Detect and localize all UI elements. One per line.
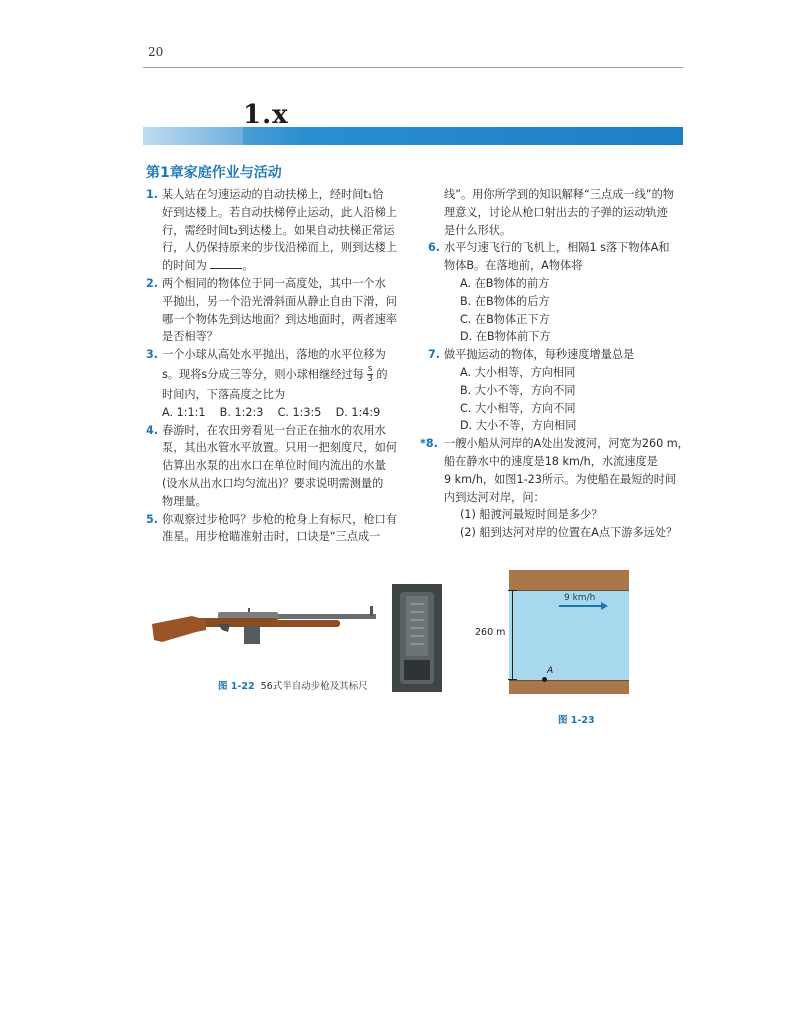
question-text: 的 <box>376 367 388 381</box>
dimension-tick <box>508 590 517 591</box>
question-line: 两个相同的物体位于同一高度处，其中一个水 <box>162 276 386 290</box>
rifle-sight-image <box>392 584 442 692</box>
question-line: 是什么形状。 <box>444 223 512 237</box>
question-number: 3. <box>146 348 159 362</box>
question-line: 泵，其出水管水平放置。只用一把刻度尺，如何 <box>162 441 397 455</box>
rifle-image <box>148 598 384 654</box>
question-text: 的时间为 <box>162 259 207 273</box>
figure-1-23 <box>475 570 631 700</box>
page-number: 20 <box>148 45 164 59</box>
header-rule <box>143 67 683 68</box>
flow-arrow-shaft <box>559 605 601 607</box>
question-line: 行，人仍保持原来的步伐沿梯而上，则到达楼上 <box>162 241 397 255</box>
fraction-numerator: s <box>367 364 373 375</box>
question-number: *8. <box>420 437 438 451</box>
question-number: 4. <box>146 423 159 437</box>
question-line: 好到达楼上。若自动扶梯停止运动，此人沿梯上 <box>162 205 397 219</box>
river-water <box>509 590 629 680</box>
fraction-denominator: 3 <box>367 374 373 385</box>
width-dimension-line <box>512 590 513 680</box>
question-7 <box>428 346 690 435</box>
sub-question: (2) 船到达河对岸的位置在A点下游多远处？ <box>460 526 678 540</box>
section-number: 1.x <box>243 100 289 130</box>
answer-options: A. 1:1:1 B. 1:2:3 C. 1:3:5 D. 1:4:9 <box>162 405 381 419</box>
option: B. 在B物体的后方 <box>460 294 550 308</box>
option: B. 大小不等，方向不同 <box>460 383 576 397</box>
question-line: 船在静水中的速度是18 km/h，水流速度是 <box>444 454 658 468</box>
question-line: 物体B。在落地前，A物体将 <box>444 259 583 273</box>
far-bank <box>509 570 629 590</box>
point-a-label: A <box>547 666 554 676</box>
question-number: 5. <box>146 512 159 526</box>
question-text: s。现将s分成三等分，则小球相继经过每 <box>162 367 364 381</box>
right-column <box>420 186 690 542</box>
question-line: 时间内，下落高度之比为 <box>162 387 286 401</box>
question-line <box>162 364 416 386</box>
near-shoreline <box>509 680 629 681</box>
figure-title: 56式半自动步枪及其标尺 <box>260 681 368 692</box>
left-column <box>146 186 416 546</box>
question-3 <box>146 346 416 421</box>
question-line: 准星。用步枪瞄准射击时，口诀是“三点成一 <box>162 530 381 544</box>
option: A. 大小相等，方向相同 <box>460 365 576 379</box>
question-line: 水平匀速飞行的飞机上，相隔1 s落下物体A和 <box>444 241 670 255</box>
question-line: 一艘小船从河岸的A处出发渡河，河宽为260 m， <box>444 437 689 451</box>
sub-question: (1) 船渡河最短时间是多少？ <box>460 508 603 522</box>
width-label: 260 m <box>475 627 506 638</box>
figure-number: 图 1-22 <box>218 681 255 692</box>
option: A. 在B物体的前方 <box>460 276 550 290</box>
question-line: 估算出水泵的出水口在单位时间内流出的水量 <box>162 459 386 473</box>
question-line: 做平抛运动的物体，每秒速度增量总是 <box>444 348 635 362</box>
velocity-label: 9 km/h <box>564 593 596 603</box>
question-line: 春游时，在农田旁看见一台正在抽水的农用水 <box>162 423 386 437</box>
question-line: 9 km/h，如图1-23所示。为使船在最短的时间 <box>444 472 677 486</box>
question-line: 平抛出，另一个沿光滑斜面从静止自由下滑，问 <box>162 294 397 308</box>
question-6 <box>428 239 690 346</box>
question-line: 哪一个物体先到达地面？到达地面时，两者速率 <box>162 312 397 326</box>
figure-22-caption <box>218 678 368 692</box>
fraction <box>367 365 372 384</box>
section-heading: 第1章家庭作业与活动 <box>146 165 282 181</box>
question-5 <box>146 511 416 547</box>
question-line: 一个小球从高处水平抛出，落地的水平位移为 <box>162 348 386 362</box>
question-number: 6. <box>428 241 441 255</box>
question-line: 内到达河对岸，问： <box>444 490 545 504</box>
near-bank <box>509 680 629 694</box>
question-5-continued <box>428 186 690 239</box>
question-number: 7. <box>428 348 441 362</box>
question-line: 是否相等？ <box>162 330 218 344</box>
question-number: 2. <box>146 276 159 290</box>
question-line: 你观察过步枪吗？步枪的枪身上有标尺，枪口有 <box>162 512 397 526</box>
question-4 <box>146 422 416 511</box>
question-1 <box>146 186 416 275</box>
answer-blank <box>210 257 242 269</box>
question-8 <box>420 435 690 542</box>
option: D. 大小不等，方向相同 <box>460 419 577 433</box>
question-text: 。 <box>242 259 254 273</box>
option: C. 在B物体正下方 <box>460 312 550 326</box>
option: D. 在B物体前下方 <box>460 330 551 344</box>
title-band-fade <box>143 127 243 145</box>
question-2 <box>146 275 416 346</box>
question-line: 线”。用你所学到的知识解释“三点成一线”的物 <box>444 188 674 201</box>
figure-number: 图 1-23 <box>558 715 595 726</box>
question-line: 行，需经时间t₂到达楼上。如果自动扶梯正常运 <box>162 223 395 237</box>
question-number: 1. <box>146 188 159 201</box>
flow-arrow-head <box>601 602 608 610</box>
dimension-tick <box>508 679 517 680</box>
option: C. 大小相等，方向不同 <box>460 401 576 415</box>
question-line: 理意义，讨论从枪口射出去的子弹的运动轨迹 <box>444 205 668 219</box>
question-line: 某人站在匀速运动的自动扶梯上，经时间t₁恰 <box>162 188 384 201</box>
question-line: 物理量。 <box>162 494 207 508</box>
question-line <box>162 257 416 275</box>
question-line: (设水从出水口均匀流出)？要求说明需测量的 <box>162 476 384 490</box>
point-a-dot <box>542 677 547 682</box>
figure-23-caption <box>558 712 595 726</box>
far-shoreline <box>509 590 629 591</box>
